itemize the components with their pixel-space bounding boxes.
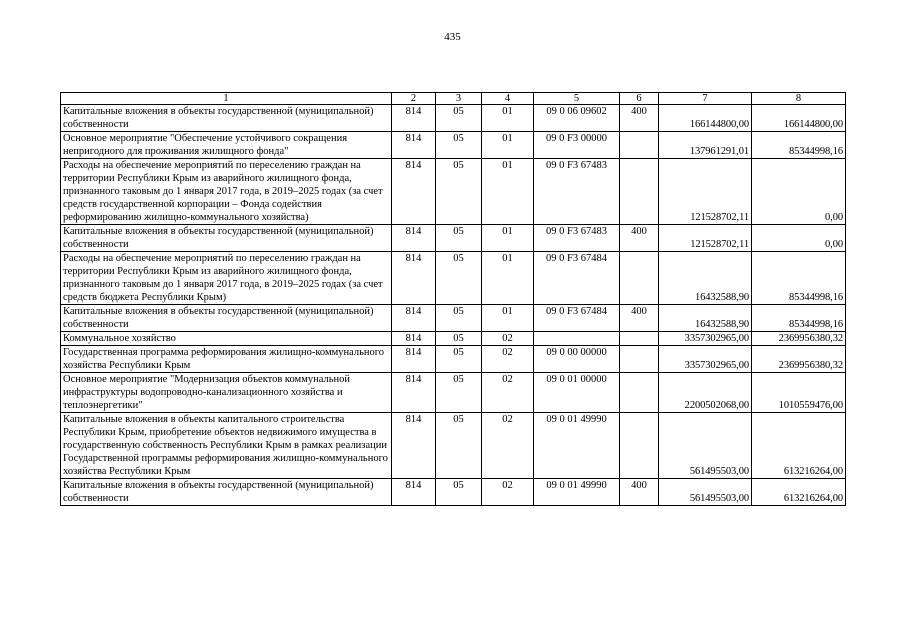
section-code-cell: 05 [436, 332, 482, 346]
expense-type-cell [620, 332, 659, 346]
row-name-cell: Капитальные вложения в объекты государственной (муниципальной) собственности [61, 225, 392, 252]
column-header: 1 [61, 93, 392, 105]
row-name-cell: Государственная программа реформирования жилищно-коммунального хозяйства Республики Крым [61, 346, 392, 373]
expense-type-cell: 400 [620, 305, 659, 332]
row-name-cell: Расходы на обеспечение мероприятий по переселению граждан на территории Республики Крым из аварийного жилищного фонда, признанного таковым до 1 января 2017 года, в 2019–2025 годах (за счет средств государственной корпорации – Фонда содействия реформированию жилищно-коммунального хозяйства) [61, 159, 392, 225]
amount-year1-cell: 3357302965,00 [659, 332, 752, 346]
amount-year2-cell: 0,00 [752, 159, 846, 225]
target-article-cell: 09 0 F3 67484 [534, 252, 620, 305]
amount-year1-cell: 561495503,00 [659, 413, 752, 479]
admin-code-cell: 814 [392, 105, 436, 132]
target-article-cell: 09 0 06 09602 [534, 105, 620, 132]
expense-type-cell [620, 252, 659, 305]
column-header: 4 [482, 93, 534, 105]
section-code-cell: 05 [436, 373, 482, 413]
target-article-cell: 09 0 01 49990 [534, 413, 620, 479]
row-name-cell: Капитальные вложения в объекты государственной (муниципальной) собственности [61, 105, 392, 132]
column-header: 3 [436, 93, 482, 105]
target-article-cell: 09 0 F3 00000 [534, 132, 620, 159]
admin-code-cell: 814 [392, 252, 436, 305]
row-name-cell: Основное мероприятие "Модернизация объектов коммунальной инфраструктуры водопроводно-канализационного хозяйства и теплоэнергетики" [61, 373, 392, 413]
admin-code-cell: 814 [392, 373, 436, 413]
subsection-code-cell: 01 [482, 159, 534, 225]
table-row [61, 346, 846, 373]
target-article-cell [534, 332, 620, 346]
column-header: 6 [620, 93, 659, 105]
amount-year2-cell: 2369956380,32 [752, 332, 846, 346]
admin-code-cell: 814 [392, 346, 436, 373]
expense-type-cell: 400 [620, 479, 659, 506]
expense-type-cell [620, 373, 659, 413]
row-name-cell: Основное мероприятие "Обеспечение устойчивого сокращения непригодного для проживания жилищного фонда" [61, 132, 392, 159]
subsection-code-cell: 01 [482, 252, 534, 305]
section-code-cell: 05 [436, 252, 482, 305]
table-row [61, 479, 846, 506]
table-row [61, 225, 846, 252]
column-header: 2 [392, 93, 436, 105]
row-name-cell: Капитальные вложения в объекты капитального строительства Республики Крым, приобретение объектов недвижимого имущества в государственную собственность Республики Крым в рамках реализации Государственной программы реформирования жилищно-коммунального хозяйства Республики Крым [61, 413, 392, 479]
page-number: 435 [444, 31, 461, 43]
table-row [61, 373, 846, 413]
amount-year2-cell: 85344998,16 [752, 252, 846, 305]
section-code-cell: 05 [436, 105, 482, 132]
admin-code-cell: 814 [392, 479, 436, 506]
target-article-cell: 09 0 F3 67483 [534, 225, 620, 252]
expense-type-cell: 400 [620, 225, 659, 252]
row-name-cell: Капитальные вложения в объекты государственной (муниципальной) собственности [61, 305, 392, 332]
expense-type-cell [620, 346, 659, 373]
amount-year2-cell: 85344998,16 [752, 305, 846, 332]
table-row [61, 159, 846, 225]
amount-year2-cell: 0,00 [752, 225, 846, 252]
table-row [61, 305, 846, 332]
amount-year1-cell: 166144800,00 [659, 105, 752, 132]
section-code-cell: 05 [436, 225, 482, 252]
column-header: 8 [752, 93, 846, 105]
amount-year1-cell: 3357302965,00 [659, 346, 752, 373]
amount-year1-cell: 2200502068,00 [659, 373, 752, 413]
subsection-code-cell: 01 [482, 105, 534, 132]
subsection-code-cell: 02 [482, 373, 534, 413]
section-code-cell: 05 [436, 346, 482, 373]
table-row [61, 132, 846, 159]
section-code-cell: 05 [436, 305, 482, 332]
subsection-code-cell: 01 [482, 225, 534, 252]
amount-year2-cell: 166144800,00 [752, 105, 846, 132]
subsection-code-cell: 02 [482, 479, 534, 506]
amount-year2-cell: 2369956380,32 [752, 346, 846, 373]
subsection-code-cell: 02 [482, 413, 534, 479]
admin-code-cell: 814 [392, 305, 436, 332]
amount-year2-cell: 85344998,16 [752, 132, 846, 159]
table-row [61, 105, 846, 132]
table-row [61, 332, 846, 346]
header-row [61, 93, 846, 105]
expense-type-cell [620, 413, 659, 479]
amount-year2-cell: 1010559476,00 [752, 373, 846, 413]
amount-year1-cell: 137961291,01 [659, 132, 752, 159]
row-name-cell: Расходы на обеспечение мероприятий по переселению граждан на территории Республики Крым из аварийного жилищного фонда, признанного таковым до 1 января 2017 года, в 2019–2025 годах (за счет средств бюджета Республики Крым) [61, 252, 392, 305]
table-row [61, 413, 846, 479]
target-article-cell: 09 0 01 49990 [534, 479, 620, 506]
amount-year1-cell: 561495503,00 [659, 479, 752, 506]
amount-year2-cell: 613216264,00 [752, 479, 846, 506]
column-header: 5 [534, 93, 620, 105]
admin-code-cell: 814 [392, 332, 436, 346]
target-article-cell: 09 0 F3 67483 [534, 159, 620, 225]
amount-year1-cell: 121528702,11 [659, 159, 752, 225]
amount-year1-cell: 121528702,11 [659, 225, 752, 252]
amount-year1-cell: 16432588,90 [659, 305, 752, 332]
amount-year1-cell: 16432588,90 [659, 252, 752, 305]
table-row [61, 252, 846, 305]
section-code-cell: 05 [436, 479, 482, 506]
expense-type-cell [620, 159, 659, 225]
section-code-cell: 05 [436, 413, 482, 479]
subsection-code-cell: 02 [482, 332, 534, 346]
admin-code-cell: 814 [392, 225, 436, 252]
admin-code-cell: 814 [392, 413, 436, 479]
subsection-code-cell: 01 [482, 132, 534, 159]
subsection-code-cell: 02 [482, 346, 534, 373]
subsection-code-cell: 01 [482, 305, 534, 332]
expense-type-cell: 400 [620, 105, 659, 132]
admin-code-cell: 814 [392, 132, 436, 159]
section-code-cell: 05 [436, 159, 482, 225]
amount-year2-cell: 613216264,00 [752, 413, 846, 479]
budget-table [60, 92, 846, 506]
expense-type-cell [620, 132, 659, 159]
column-header: 7 [659, 93, 752, 105]
admin-code-cell: 814 [392, 159, 436, 225]
row-name-cell: Коммунальное хозяйство [61, 332, 392, 346]
target-article-cell: 09 0 01 00000 [534, 373, 620, 413]
row-name-cell: Капитальные вложения в объекты государственной (муниципальной) собственности [61, 479, 392, 506]
section-code-cell: 05 [436, 132, 482, 159]
target-article-cell: 09 0 00 00000 [534, 346, 620, 373]
target-article-cell: 09 0 F3 67484 [534, 305, 620, 332]
